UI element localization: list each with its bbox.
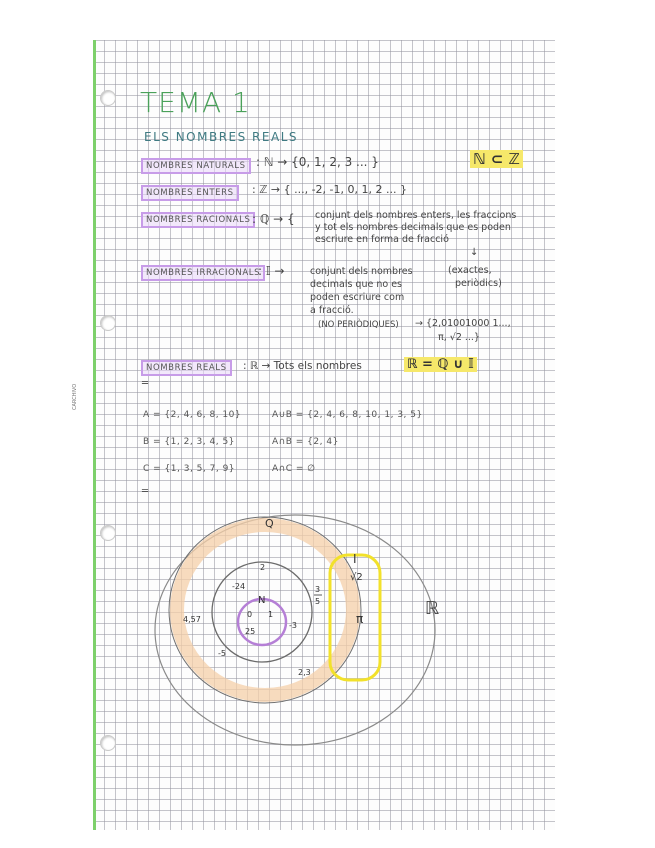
label-n25: 25 — [245, 627, 256, 636]
label-n: N — [258, 595, 266, 606]
label-pi: π — [356, 612, 364, 626]
racionals-note: (exactes, — [448, 265, 492, 276]
label-two: 2 — [260, 563, 266, 572]
label-frac-den: 5 — [315, 597, 321, 606]
irracionals-line: poden escriure com — [310, 292, 405, 303]
label-naturals: NOMBRES NATURALS — [141, 158, 251, 174]
label-irracionals: NOMBRES IRRACIONALS — [141, 265, 265, 281]
label-racionals: NOMBRES RACIONALS — [141, 212, 255, 228]
label-sqrt2: √2 — [350, 572, 363, 583]
racionals-note: periòdics) — [455, 278, 502, 289]
set-a: A = {2, 4, 6, 8, 10} — [143, 410, 242, 420]
def-enters: : ℤ → { ..., -2, -1, 0, 1, 2 ... } — [252, 183, 407, 196]
label-m3: -3 — [289, 621, 297, 630]
label-457: 4,57 — [183, 615, 201, 624]
set-intersection-empty: A∩C = ∅ — [272, 464, 316, 474]
label-i: I — [353, 552, 357, 566]
reals-formula: ℝ = ℚ ∪ 𝕀 — [404, 357, 477, 372]
label-n0: 0 — [247, 610, 253, 619]
label-m5: -5 — [218, 649, 226, 658]
def-racionals: : ℚ → { — [252, 212, 295, 226]
racionals-line: conjunt dels nombres enters, les fraccions — [315, 210, 517, 221]
page-title: TEMA 1 — [140, 86, 251, 119]
set-c: C = {1, 3, 5, 7, 9} — [143, 464, 236, 474]
arrow-down: ↓ — [470, 247, 479, 258]
label-q: Q — [265, 517, 274, 530]
set-union: A∪B = {2, 4, 6, 8, 10, 1, 3, 5} — [272, 410, 423, 420]
label-n1: 1 — [268, 610, 274, 619]
separator-mark: ═ — [142, 486, 149, 497]
set-b: B = {1, 2, 3, 4, 5} — [143, 437, 235, 447]
set-intersection: A∩B = {2, 4} — [272, 437, 339, 447]
def-irracionals: : 𝕀 → — [258, 264, 285, 278]
irracionals-example: → {2,01001000 1..., — [415, 318, 511, 329]
rationals-outline — [169, 517, 364, 703]
label-reals: NOMBRES REALS — [141, 360, 232, 376]
label-frac-num: 3 — [315, 585, 321, 594]
irracionals-example: π, √2 ...} — [438, 332, 480, 343]
label-r: ℝ — [425, 598, 440, 619]
no-periodics: (NO PERIÒDIQUES) — [318, 320, 399, 330]
label-enters: NOMBRES ENTERS — [141, 185, 239, 201]
irracionals-line: a fracció. — [310, 305, 354, 316]
label-23: 2,3 — [298, 668, 311, 677]
def-reals: : ℝ → Tots els nombres — [243, 360, 362, 372]
irracionals-line: decimals que no es — [310, 279, 402, 290]
label-m24: -24 — [232, 582, 246, 591]
racionals-line: escriure en forma de fracció — [315, 234, 449, 245]
inclusion-highlight: ℕ ⊂ ℤ — [470, 150, 523, 168]
separator-mark: ═ — [142, 378, 149, 389]
irracionals-line: conjunt dels nombres — [310, 266, 413, 277]
page-subtitle: ELS NOMBRES REALS — [144, 130, 298, 144]
racionals-line: y tot els nombres decimals que es poden — [315, 222, 511, 233]
def-naturals: : ℕ → {0, 1, 2, 3 ... } — [256, 155, 379, 169]
integers-ring — [212, 562, 312, 662]
brand-watermark: CARCHIVO — [72, 383, 78, 410]
rationals-ring — [177, 525, 353, 695]
